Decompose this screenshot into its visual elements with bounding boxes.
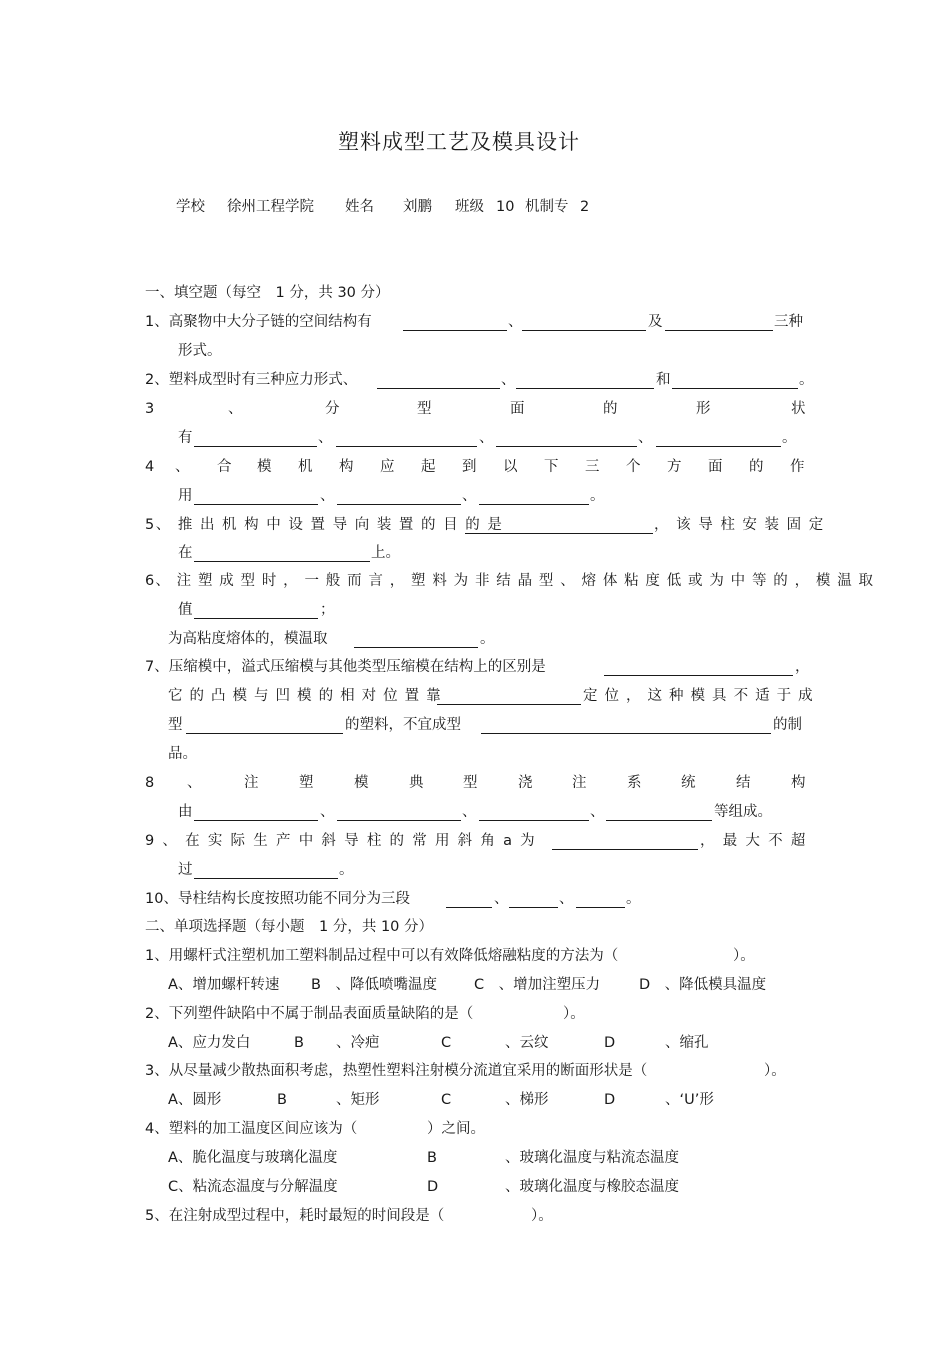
mc-option-a[interactable]: A、脆化温度与玻璃化温度 xyxy=(168,1150,338,1166)
mc-option-c[interactable]: C 、增加注塑压力 xyxy=(474,977,601,993)
mc-question-3-end: ）。 xyxy=(764,1063,786,1079)
question-3-char: 分 xyxy=(325,401,340,417)
question-6-continuation: 值 xyxy=(178,602,193,618)
answer-blank[interactable] xyxy=(479,820,589,821)
question-7-text: 7、压缩模中，溢式压缩模与其他类型压缩模在结构上的区别是 xyxy=(145,659,546,675)
major-label: 机制专 xyxy=(525,199,569,215)
question-1-text: 1、高聚物中大分子链的空间结构有 xyxy=(145,314,372,330)
mc-question-2: 2、下列塑件缺陷中不属于制品表面质量缺陷的是（ xyxy=(145,1006,474,1022)
question-4-char: 面 xyxy=(708,459,723,475)
separator: 、 xyxy=(462,804,477,820)
answer-blank[interactable] xyxy=(552,849,698,850)
separator: 、 xyxy=(479,430,494,446)
question-8-continuation: 由 xyxy=(178,804,193,820)
question-end: 。 xyxy=(782,430,797,446)
school-value: 徐州工程学院 xyxy=(227,199,314,215)
question-8-char: 注 xyxy=(244,775,259,791)
question-8-char: 注 xyxy=(572,775,587,791)
separator: 、 xyxy=(320,804,335,820)
mc-option-c[interactable]: C、粘流态温度与分解温度 xyxy=(168,1179,338,1195)
mc-option-d[interactable]: 、‘U’形 xyxy=(665,1092,714,1108)
question-5-continuation: 在 xyxy=(178,545,193,561)
answer-blank[interactable] xyxy=(446,907,492,908)
answer-blank[interactable] xyxy=(522,330,646,331)
mc-option-d-letter[interactable]: D xyxy=(604,1035,616,1051)
separator: 、 xyxy=(508,314,523,330)
answer-blank[interactable] xyxy=(403,330,507,331)
mc-question-4: 4、塑料的加工温度区间应该为（ xyxy=(145,1121,358,1137)
question-end: ； xyxy=(320,602,335,618)
question-end: 。 xyxy=(799,372,814,388)
question-9-continuation: 过 xyxy=(178,862,193,878)
question-8-char: 模 xyxy=(354,775,369,791)
question-3-char: 形 xyxy=(696,401,711,417)
mc-question-5-end: ）。 xyxy=(531,1208,553,1224)
question-3-char: 面 xyxy=(510,401,525,417)
question-4-char: 作 xyxy=(790,459,805,475)
question-8-char: 型 xyxy=(463,775,478,791)
answer-blank[interactable] xyxy=(336,446,477,447)
question-4-char: 个 xyxy=(626,459,641,475)
name-value: 刘鹏 xyxy=(403,199,432,215)
mc-option-d-letter[interactable]: D xyxy=(427,1179,439,1195)
answer-blank[interactable] xyxy=(672,388,798,389)
major-number: 2 xyxy=(580,199,590,215)
answer-blank[interactable] xyxy=(194,618,318,619)
separator: 、 xyxy=(638,430,653,446)
question-1-tail: 三种 xyxy=(774,314,803,330)
class-label: 班级 xyxy=(455,199,484,215)
answer-blank[interactable] xyxy=(465,533,653,534)
mc-option-d[interactable]: D 、降低模具温度 xyxy=(639,977,767,993)
question-end: 。 xyxy=(626,891,641,907)
question-4-char: 4 xyxy=(145,459,155,475)
mc-option-a[interactable]: A、增加螺杆转速 xyxy=(168,977,280,993)
question-end: 上。 xyxy=(371,545,400,561)
answer-blank[interactable] xyxy=(354,647,478,648)
mc-option-c-letter[interactable]: C xyxy=(441,1092,452,1108)
mc-question-1: 1、用螺杆式注塑机加工塑料制品过程中可以有效降低熔融粘度的方法为（ xyxy=(145,948,619,964)
answer-blank[interactable] xyxy=(186,733,343,734)
question-3-char: 、 xyxy=(228,401,243,417)
question-4-char: 、 xyxy=(175,459,190,475)
question-8-char: 8 xyxy=(145,775,155,791)
mc-option-c[interactable]: 、云纹 xyxy=(505,1035,549,1051)
connector-text: 和 xyxy=(656,372,671,388)
connector-text: 及 xyxy=(648,314,663,330)
section-heading-fill-blank: 一、填空题（每空 1 分，共 30 分） xyxy=(145,285,390,301)
question-7-line3-mid: 的塑料，不宜成型 xyxy=(345,717,461,733)
answer-blank[interactable] xyxy=(496,446,637,447)
school-label: 学校 xyxy=(176,199,205,215)
question-6-text: 6、 注 塑 成 型 时 ， 一 般 而 言 ， 塑 料 为 非 结 晶 型 、 熔 体 粘 度 低 或 为 中 等 的 ， 模 温 取 xyxy=(145,573,875,589)
question-3-char: 状 xyxy=(791,401,806,417)
mc-question-5: 5、在注射成型过程中，耗时最短的时间段是（ xyxy=(145,1208,445,1224)
question-end: 。 xyxy=(590,488,605,504)
separator: 、 xyxy=(501,372,516,388)
answer-blank[interactable] xyxy=(516,388,654,389)
answer-blank[interactable] xyxy=(194,504,318,505)
question-end: 。 xyxy=(480,631,495,647)
mc-option-c-letter[interactable]: C xyxy=(441,1035,452,1051)
separator: 、 xyxy=(590,804,605,820)
separator: 、 xyxy=(462,488,477,504)
question-4-char: 下 xyxy=(544,459,559,475)
question-9-text: 9 、 在 实 际 生 产 中 斜 导 柱 的 常 用 斜 角 a 为 xyxy=(145,833,537,849)
question-3-char: 3 xyxy=(145,401,155,417)
answer-blank[interactable] xyxy=(337,820,461,821)
question-4-char: 到 xyxy=(462,459,477,475)
answer-blank[interactable] xyxy=(194,820,318,821)
mc-question-4-end: ）之间。 xyxy=(427,1121,485,1137)
question-8-char: 系 xyxy=(627,775,642,791)
question-9-tail: ， 最 大 不 超 xyxy=(700,833,808,849)
answer-blank[interactable] xyxy=(194,446,317,447)
section-heading-multiple-choice: 二、单项选择题（每小题 1 分，共 10 分） xyxy=(145,919,434,935)
answer-blank[interactable] xyxy=(604,675,793,676)
mc-option-b-letter[interactable]: B xyxy=(277,1092,287,1108)
mc-question-2-end: ）。 xyxy=(563,1006,585,1022)
question-end: 等组成。 xyxy=(714,804,772,820)
question-2-text: 2、塑料成型时有三种应力形式、 xyxy=(145,372,358,388)
question-1-continuation: 形式。 xyxy=(178,343,222,359)
answer-blank[interactable] xyxy=(656,446,781,447)
answer-blank[interactable] xyxy=(606,820,712,821)
question-4-char: 模 xyxy=(257,459,272,475)
mc-question-1-end: ）。 xyxy=(733,948,755,964)
question-8-char: 浇 xyxy=(518,775,533,791)
separator: 、 xyxy=(318,430,333,446)
question-10-text: 10、导柱结构长度按照功能不同分为三段 xyxy=(145,891,410,907)
question-5-text: 5、 推 出 机 构 中 设 置 导 向 装 置 的 目 的 是 xyxy=(145,517,504,533)
answer-blank[interactable] xyxy=(509,907,558,908)
question-4-char: 应 xyxy=(380,459,395,475)
answer-blank[interactable] xyxy=(194,878,338,879)
mc-option-b[interactable]: B 、降低喷嘴温度 xyxy=(311,977,437,993)
separator: ， xyxy=(795,659,810,675)
question-4-continuation: 用 xyxy=(178,488,193,504)
separator: 、 xyxy=(559,891,574,907)
question-7-continuation: 它 的 凸 模 与 凹 模 的 相 对 位 置 靠 xyxy=(168,688,442,704)
separator: 、 xyxy=(494,891,509,907)
name-label: 姓名 xyxy=(345,199,374,215)
answer-blank[interactable] xyxy=(437,704,581,705)
question-4-char: 以 xyxy=(503,459,518,475)
question-7-line4: 品。 xyxy=(168,746,197,762)
question-4-char: 机 xyxy=(298,459,313,475)
question-4-char: 方 xyxy=(667,459,682,475)
question-7-tail: 定 位 ， 这 种 模 具 不 适 于 成 xyxy=(583,688,814,704)
answer-blank[interactable] xyxy=(576,907,625,908)
question-7-line3-tail: 的制 xyxy=(773,717,802,733)
mc-option-b-letter[interactable]: B xyxy=(294,1035,304,1051)
answer-blank[interactable] xyxy=(377,388,500,389)
document-title: 塑料成型工艺及模具设计 xyxy=(338,130,580,154)
question-3-char: 型 xyxy=(417,401,432,417)
question-end: 。 xyxy=(339,862,354,878)
mc-option-b[interactable]: 、矩形 xyxy=(336,1092,380,1108)
question-8-char: 结 xyxy=(736,775,751,791)
question-5-tail: ， 该 导 柱 安 装 固 定 xyxy=(654,517,825,533)
answer-blank[interactable] xyxy=(481,733,771,734)
question-4-char: 的 xyxy=(749,459,764,475)
answer-blank[interactable] xyxy=(479,504,589,505)
question-4-char: 构 xyxy=(339,459,354,475)
question-4-char: 起 xyxy=(421,459,436,475)
mc-option-d[interactable]: 、玻璃化温度与橡胶态温度 xyxy=(505,1179,679,1195)
question-3-char: 的 xyxy=(603,401,618,417)
question-8-char: 统 xyxy=(681,775,696,791)
question-8-char: 典 xyxy=(409,775,424,791)
answer-blank[interactable] xyxy=(337,504,461,505)
mc-question-3: 3、从尽量减少散热面积考虑，热塑性塑料注射模分流道宜采用的断面形状是（ xyxy=(145,1063,648,1079)
mc-option-a[interactable]: A、应力发白 xyxy=(168,1035,251,1051)
mc-option-b[interactable]: 、玻璃化温度与粘流态温度 xyxy=(505,1150,679,1166)
mc-option-a[interactable]: A、圆形 xyxy=(168,1092,222,1108)
question-6-subtext: 为高粘度熔体的，模温取 xyxy=(168,631,328,647)
question-7-line3: 型 xyxy=(168,717,183,733)
question-3-continuation: 有 xyxy=(178,430,193,446)
class-number: 10 xyxy=(496,199,515,215)
question-4-char: 三 xyxy=(585,459,600,475)
question-8-char: 塑 xyxy=(299,775,314,791)
answer-blank[interactable] xyxy=(194,561,370,562)
mc-option-d[interactable]: 、缩孔 xyxy=(665,1035,709,1051)
mc-option-c[interactable]: 、梯形 xyxy=(505,1092,549,1108)
question-8-char: 、 xyxy=(187,775,202,791)
separator: 、 xyxy=(320,488,335,504)
mc-option-d-letter[interactable]: D xyxy=(604,1092,616,1108)
question-4-char: 合 xyxy=(217,459,232,475)
answer-blank[interactable] xyxy=(665,330,773,331)
question-8-char: 构 xyxy=(791,775,806,791)
mc-option-b-letter[interactable]: B xyxy=(427,1150,437,1166)
mc-option-b[interactable]: 、冷疤 xyxy=(336,1035,380,1051)
